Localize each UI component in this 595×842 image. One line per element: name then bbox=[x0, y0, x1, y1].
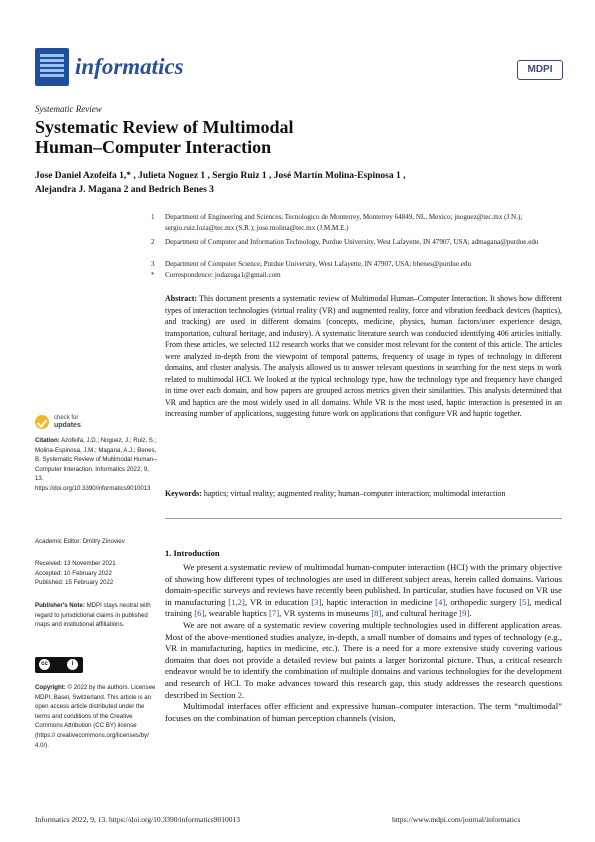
citation-link[interactable]: [5] bbox=[519, 596, 530, 607]
affiliation-number: 3 bbox=[151, 260, 155, 268]
section-link[interactable]: 2 bbox=[237, 689, 242, 700]
publisher-logo: MDPI bbox=[517, 60, 563, 80]
copyright-text: © 2022 by the authors. Licensee MDPI, Basel, Switzerland. This article is an open access article distributed under the terms and conditions of the Creative Commons Attribution (CC BY) license (https:// creativecommons.org/licenses/by/ 4.0/). bbox=[35, 684, 156, 749]
section-body bbox=[165, 562, 562, 724]
citation-link[interactable]: [1,2] bbox=[228, 596, 245, 607]
abstract bbox=[165, 293, 562, 420]
keywords-label: Keywords: bbox=[165, 489, 202, 498]
citation-link[interactable]: [7] bbox=[269, 608, 280, 619]
correspondence bbox=[151, 270, 560, 281]
check-updates-line-1: check for bbox=[54, 415, 79, 421]
affiliation-text: Department of Computer Science, Purdue University, West Lafayette, IN 47907, USA; bbenes@purdue.edu bbox=[165, 260, 471, 268]
correspondence-text[interactable]: Correspondence: jodazuga1@gmail.com bbox=[165, 271, 281, 279]
citation-text: Azofeifa, J.D.; Noguez, J.; Ruiz, S.; Molina-Espinosa, J.M.; Magana, A.J.; Benes, B. Systematic Review of Multimodal Human–Computer Interaction. Informatics 2022, 9, 13. https://doi.org/10.3390/informatics9010013 bbox=[35, 437, 157, 492]
author-line-2: Alejandra J. Magana 2 and Bedrich Benes 3 bbox=[35, 185, 214, 195]
cc-icon: cc bbox=[39, 659, 50, 670]
author-list bbox=[35, 169, 555, 197]
affiliation-3 bbox=[151, 259, 560, 270]
affiliation-number: 2 bbox=[151, 238, 155, 246]
received-date: Received: 13 November 2021 bbox=[35, 560, 116, 567]
publisher-note-label: Publisher's Note: bbox=[35, 602, 85, 609]
affiliation-number: 1 bbox=[151, 213, 155, 221]
citation-link[interactable]: [3] bbox=[311, 596, 322, 607]
published-date: Published: 15 February 2022 bbox=[35, 579, 114, 587]
copyright-block bbox=[35, 683, 157, 750]
citation-link[interactable]: [4] bbox=[435, 596, 446, 607]
copyright-label: Copyright: bbox=[35, 684, 66, 691]
citation-link[interactable]: [9] bbox=[459, 608, 470, 619]
cc-by-logo bbox=[35, 657, 83, 673]
affiliation-text: Department of Computer and Information Technology, Purdue University, West Lafayette, IN 47907, USA; admagana@purdue.edu bbox=[165, 238, 539, 246]
affiliation-2 bbox=[151, 237, 560, 248]
check-icon bbox=[35, 415, 49, 429]
academic-editor: Academic Editor: Dmitry Zinoviev bbox=[35, 538, 125, 545]
paragraph-3: Multimodal interfaces offer efficient and expressive human–computer interaction. The term “multimodal” focuses on the combination of human perception channels (vision, bbox=[165, 701, 562, 723]
citation-label: Citation: bbox=[35, 437, 60, 444]
citation-link[interactable]: [8] bbox=[371, 608, 382, 619]
page-title bbox=[35, 117, 455, 157]
journal-name: informatics bbox=[75, 54, 184, 79]
section-heading: 1. Introduction bbox=[165, 548, 220, 558]
check-for-updates-button[interactable] bbox=[35, 414, 95, 436]
check-updates-line-2: updates bbox=[54, 422, 81, 429]
journal-logo bbox=[35, 48, 69, 86]
affiliation-1 bbox=[151, 212, 560, 233]
footer-journal-url[interactable]: https://www.mdpi.com/journal/informatics bbox=[392, 815, 521, 824]
footer-citation: Informatics 2022, 9, 13. https://doi.org/10.3390/informatics9010013 bbox=[35, 815, 241, 824]
dates-block bbox=[35, 559, 157, 588]
publisher-note-text: MDPI stays neutral with regard to jurisdictional claims in published maps and institutional affiliations. bbox=[35, 602, 151, 629]
paragraph-1: We present a systematic review of multimodal human-computer interaction (HCI) with the primary objective of showing how different types of technologies are used in different subject areas, herein called domains. Various domain-specific surveys and reviews have recently been published. In particular, studies have focused on VR use in manufacturing [1,2], VR in education [3], haptic interaction in medicine [4], orthopedic surgery [5], medical training [6], wearable haptics [7], VR systems in museums [8], and cultural heritage [9]. bbox=[165, 562, 562, 619]
title-line-2: Human–Computer Interaction bbox=[35, 137, 272, 157]
article-type: Systematic Review bbox=[35, 104, 102, 114]
divider bbox=[165, 518, 562, 519]
by-icon: i bbox=[67, 659, 78, 670]
affiliation-number: * bbox=[151, 271, 155, 279]
author-line-1: Jose Daniel Azofeifa 1,* , Julieta Noguez 1 , Sergio Ruiz 1 , José Martín Molina-Espinosa 1 , bbox=[35, 171, 406, 181]
citation-block bbox=[35, 436, 157, 494]
affiliation-text: Department of Engineering and Sciences, Tecnologico de Monterrey, Monterrey 64849, NL, Mexico; jnoguez@tec.mx (J.N.); sergio.ruiz.loza@tec.mx (S.R.); jose.molina@tec.mx (J.M.M.E.) bbox=[165, 213, 523, 232]
abstract-label: Abstract: bbox=[165, 294, 197, 303]
keywords-text: haptics; virtual reality; augmented reality; human–computer interaction; multimodal interaction bbox=[203, 489, 506, 498]
keywords bbox=[165, 488, 562, 500]
title-line-1: Systematic Review of Multimodal bbox=[35, 117, 294, 137]
publisher-note bbox=[35, 601, 157, 630]
paragraph-2: We are not aware of a systematic review covering multiple technologies used in different application areas. Most of the above-mentioned studies analyze, in-depth, a small number of domains and types of technology (e.g., VR in manufacturing, haptics in medicine, etc.). There is a need for a more extensive study covering various domains that does not provide a detailed review but paints a larger horizontal picture. Thus, a critical research endeavor would be to identify the combination of multiple domains and various technologies for the development and research of HCI. To make advances toward this research gap, this study addresses the research questions described in Section 2. bbox=[165, 619, 562, 700]
accepted-date: Accepted: 10 February 2022 bbox=[35, 569, 112, 577]
abstract-text: This document presents a systematic review of Multimodal Human–Computer Interaction. It shows how different types of interaction technologies (virtual reality (VR) and augmented reality, force and vibration feedback devices (haptics), and tracking) are used in different domains (concepts, medicine, physics, human factors/user experience design, transportation, cultural heritage, and industry). A systematic literature search was conducted identifying 406 articles initially. From these articles, we selected 112 research works that we consider most relevant for the content of this article. The articles were analyzed in-depth from the viewpoint of temporal patterns, frequency of usage in types of technology in different domains, and cluster analysis. The analysis allowed us to answer relevant questions in searching for the next steps in work related to multimodal HCI. We looked at the typical technology type, how the technology type and frequency have changed in time over each domain, and how papers are grouped across metrics given their similarities. This analysis determined that VR and haptics are the most widely used in all domains. While VR is the most used, haptic interaction is presented in an increasing number of applications, suggesting future work on applications that configure VR and haptic together. bbox=[165, 294, 563, 418]
citation-link[interactable]: [6] bbox=[194, 608, 205, 619]
